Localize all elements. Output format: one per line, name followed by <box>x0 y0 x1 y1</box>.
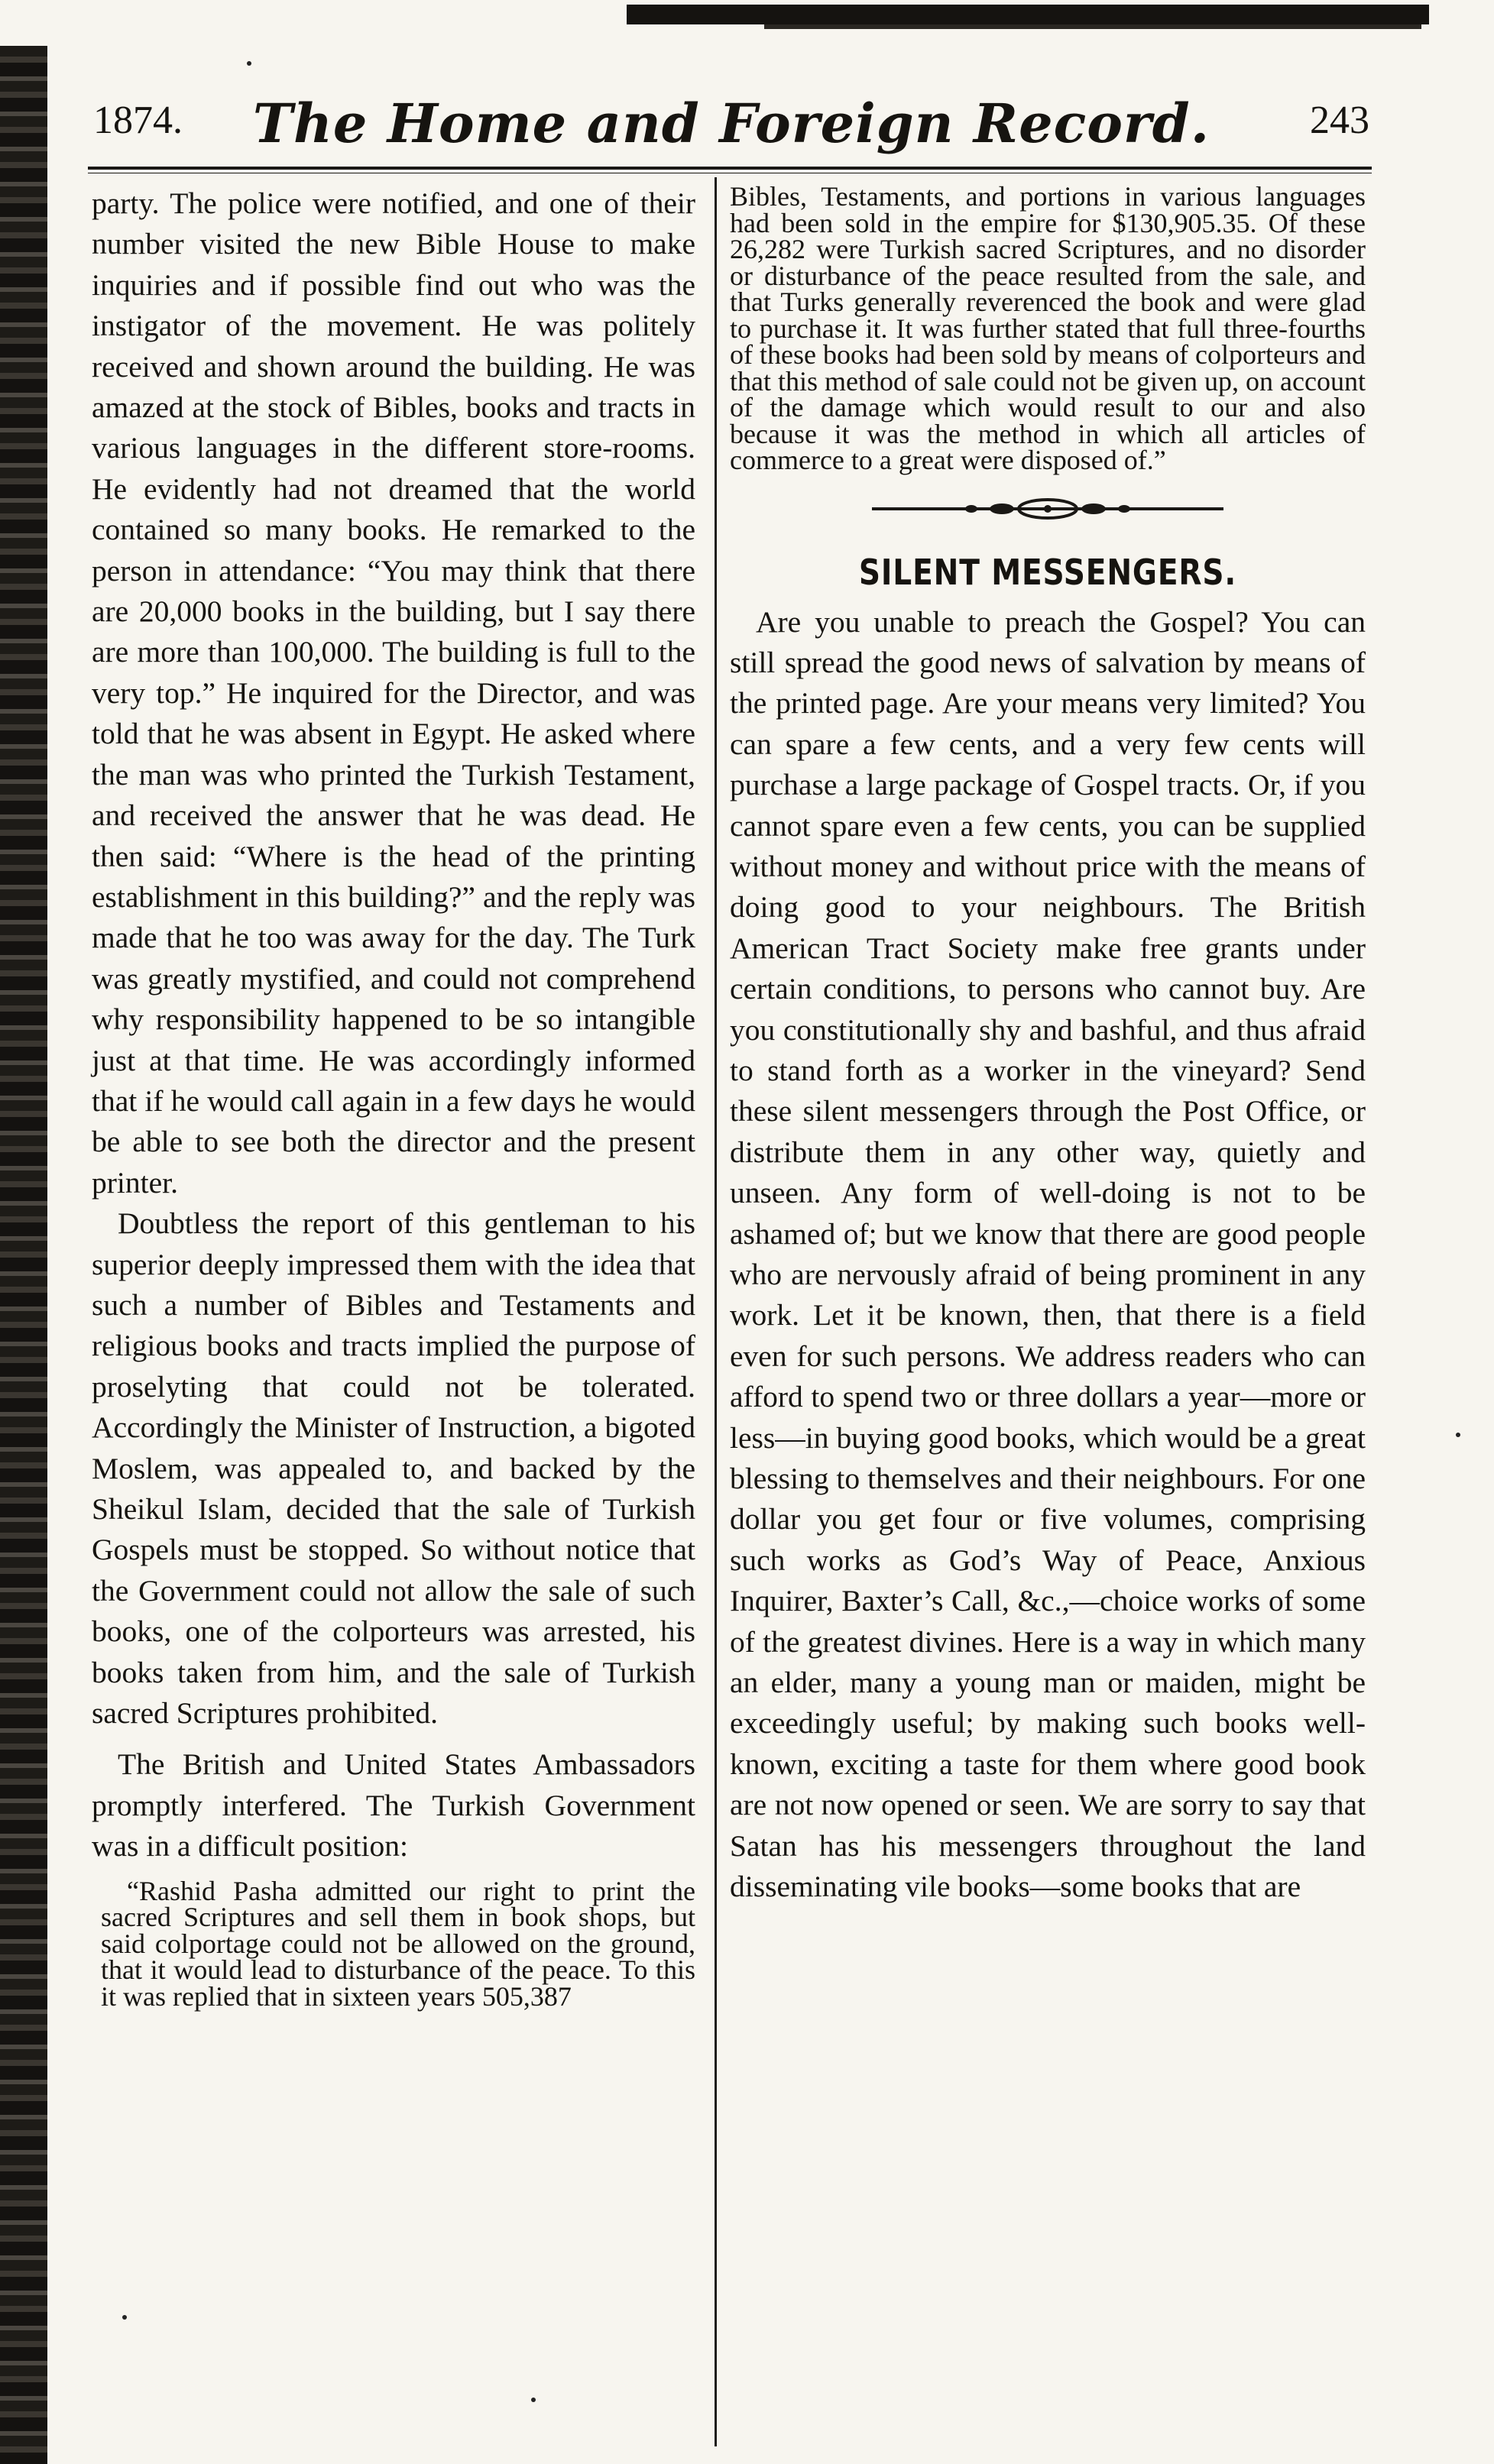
right-column <box>730 183 1366 1908</box>
page-number: 243 <box>1310 99 1369 142</box>
left-paragraph-3: The British and United States Ambassadors promptly interfered. The Turkish Government was in a difficult position: <box>92 1747 695 1863</box>
left-column <box>92 183 695 2012</box>
speck <box>122 2315 127 2320</box>
speck <box>247 61 251 66</box>
right-quote-continuation: Bibles, Testaments, and portions in various languages had been sold in the empire for $130,905.35. Of these 26,282 were Turkish sacred Scriptures, and no disorder or disturbance of the peace resulted from the sale, and that Turks generally reverenced the book and were glad to purchase it. It was further stated that full three-fourths of these books had been sold by means of colporteurs and that this method of sale could not be given up, on account of the damage which would result to our and also because it was the method in which all articles of commerce to a great were disposed of.” <box>730 181 1366 475</box>
header-year: 1874. <box>93 99 183 142</box>
left-quote: “Rashid Pasha admitted our right to print the sacred Scriptures and sell them in book shops, but said colportage could not be allowed on the ground, that it would lead to disturbance of the peace. To this it was replied that in sixteen years 505,387 <box>101 1875 695 2012</box>
section-ornament <box>730 486 1366 532</box>
scan-top-bar-thin <box>764 24 1421 29</box>
scan-top-bar <box>627 5 1429 24</box>
ornament-flourish-icon <box>872 495 1223 523</box>
right-body-paragraph: Are you unable to preach the Gospel? You can still spread the good news of salvation by means of the printed page. Are your means very limited? You can spare a few cents, and a very few cents will purchase a large package of Gospel tracts. Or, if you cannot spare even a few cents, you can be supplied without money and without price with the means of doing good to your neighbours. The British American Tract Society make free grants under certain conditions, to persons who cannot buy. Are you constitutionally shy and bashful, and thus afraid to stand forth as a worker in the vineyard? Send these silent messengers through the Post Office, or distribute them in any other way, quietly and unseen. Any form of well-doing is not to be ashamed of; but we know that there are good people who are nervously afraid of being prominent in any work. Let it be known, then, that there is a field even for such persons. We address readers who can afford to spend two or three dollars a year—more or less—in buying good books, which would be a great blessing to themselves and their neighbours. For one dollar you get four or five volumes, comprising such works as God’s Way of Peace, Anxious Inquirer, Baxter’s Call, &c.,—choice works of some of the greatest divines. Here is a way in which many an elder, many a young man or maiden, might be exceedingly useful; by making such books well-known, exciting a taste for them where good book are not now opened or seen. We are sorry to say that Satan has his messengers throughout the land disseminating vile books—some books that are <box>730 604 1366 1904</box>
speck <box>1456 1433 1460 1437</box>
section-title: SILENT MESSENGERS. <box>858 551 1237 593</box>
column-divider <box>715 177 717 2446</box>
header-rule <box>88 167 1372 170</box>
page-header <box>93 90 1369 159</box>
journal-title: The Home and Foreign Record. <box>252 92 1210 155</box>
speck <box>531 2398 536 2402</box>
left-paragraph-1: party. The police were notified, and one of their number visited the new Bible House to make inquiries and if possible find out who was the instigator of the movement. He was politely received and shown around the building. He was amazed at the stock of Bibles, books and tracts in various languages in the different store-rooms. He evidently had not dreamed that the world contained so many books. He remarked to the person in attendance: “You may think that there are 20,000 books in the building, but I say there are more than 100,000. The building is full to the very top.” He inquired for the Director, and was told that he was absent in Egypt. He asked where the man was who printed the Turkish Testament, and received the answer that he was dead. He then said: “Where is the head of the printing establishment in this building?” and the reply was made that he too was away for the day. The Turk was greatly mystified, and could not comprehend why responsibility happened to be so intangible just at that time. He was accordingly informed that if he would call again in a few days he would be able to see both the director and the present printer. <box>92 186 695 1200</box>
left-paragraph-2: Doubtless the report of this gentleman to his superior deeply impressed them with the idea that such a number of Bibles and Testaments and religious books and tracts implied the purpose of proselyting that could not be tolerated. Accordingly the Minister of Instruction, a bigoted Moslem, was appealed to, and backed by the Sheikul Islam, decided that the sale of Turkish Gospels must be stopped. So without notice that the Government could not allow the sale of such books, one of the colporteurs was arrested, his books taken from him, and the sale of Turkish sacred Scriptures prohibited. <box>92 1206 695 1731</box>
scan-edge-shadow <box>0 46 47 2464</box>
